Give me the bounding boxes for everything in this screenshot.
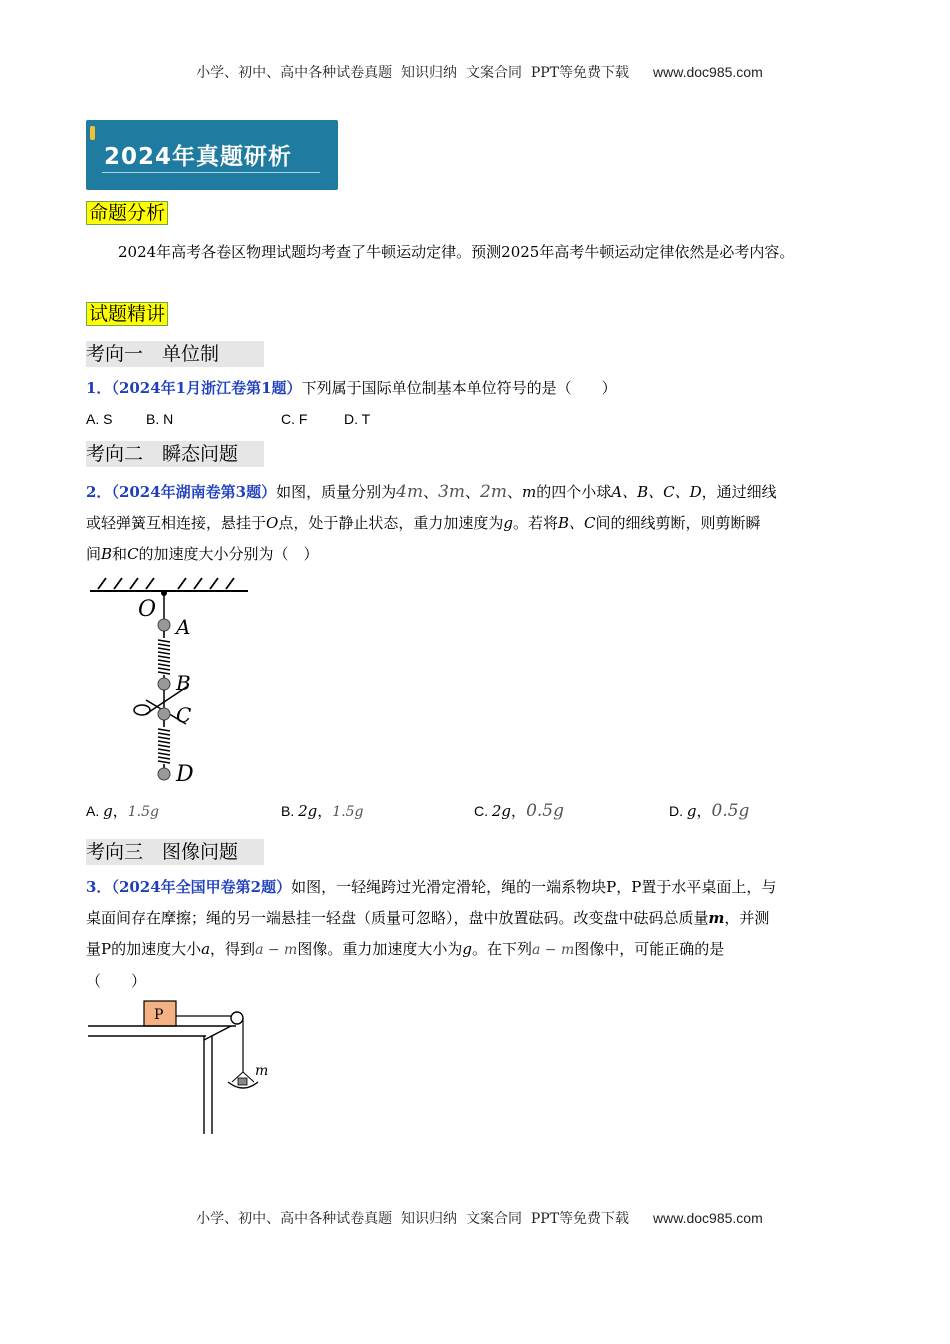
banner-title: 2024年真题研析 <box>104 144 293 170</box>
q2-text: 。若将 <box>512 514 558 532</box>
question-2 <box>86 477 866 570</box>
questions-title: 试题精讲 <box>86 302 168 326</box>
q3-line-4: （ ） <box>86 972 147 990</box>
q2-text: 间 <box>86 545 102 563</box>
q3-text: 桌面间存在摩擦；绳的另一端悬挂一轻盘（质量可忽略），盘中放置砝码。改变盘中砝码总质量 <box>86 909 709 927</box>
opt-letter: A. <box>86 803 104 819</box>
label-o: O <box>138 597 157 622</box>
q2-option-d[interactable] <box>669 800 749 821</box>
a-m-symbol: a − m <box>531 942 575 958</box>
opt-value-2: 0.5g <box>526 801 564 821</box>
q2-line-2 <box>86 508 866 539</box>
opt-value-2: 1.5g <box>332 804 364 820</box>
opt-value-2: 0.5g <box>711 801 750 821</box>
section-questions-heading <box>86 302 168 326</box>
label-b: B <box>176 671 191 695</box>
sep: 、 <box>506 483 522 501</box>
point-o: O <box>266 514 279 532</box>
label-a: A <box>176 615 191 639</box>
opt-comma: ， <box>696 802 712 820</box>
header-text: 小学、初中、高中各种试卷真题 知识归纳 文案合同 PPT等免费下载 <box>196 65 630 81</box>
mass-2m: 2m <box>480 482 507 502</box>
analysis-paragraph: 2024年高考各卷区物理试题均考查了牛顿运动定律。预测2025年高考牛顿运动定律依然是必考内容。 <box>118 243 795 261</box>
footer-url[interactable]: www.doc985.com <box>653 1210 763 1226</box>
q2-text: 和 <box>112 545 128 563</box>
opt-comma: ， <box>317 802 333 820</box>
q1-option-d[interactable]: D. T <box>344 411 371 427</box>
opt-value-1: 2g <box>298 802 318 820</box>
topic-3-heading: 考向三 图像问题 <box>86 839 264 865</box>
q2-option-a[interactable] <box>86 800 159 821</box>
symbol-g: g <box>503 514 513 532</box>
q1-text: 下列属于国际单位制基本单位符号的是（ ） <box>301 379 617 397</box>
q2-text: 或轻弹簧互相连接，悬挂于 <box>86 514 267 532</box>
q3-line-3 <box>86 934 866 966</box>
opt-comma: ， <box>511 802 527 820</box>
q3-text: 图像中，可能正确的是 <box>574 940 725 958</box>
q1-option-c[interactable]: C. F <box>281 411 308 427</box>
mass-3m: 3m <box>438 482 466 502</box>
label-c: C <box>176 703 192 727</box>
symbol-m: m <box>708 909 725 927</box>
banner-underline <box>102 172 320 173</box>
q3-text: 。在下列 <box>471 940 532 958</box>
q3-text: ，得到 <box>210 940 256 958</box>
balls-bc: B、C <box>557 514 596 532</box>
q3-text: ，并测 <box>724 909 770 927</box>
mass-m-label: m <box>255 1063 269 1079</box>
opt-value-2: 1.5g <box>127 804 159 820</box>
q2-number: 2． <box>86 483 112 501</box>
opt-value-1: 2g <box>491 802 512 820</box>
mass-4m: 4m <box>396 482 424 502</box>
q1-number: 1． <box>86 379 112 397</box>
q3-number: 3． <box>86 878 112 896</box>
q3-text: 如图，一轻绳跨过光滑定滑轮，绳的一端系物块P，P置于水平桌面上，与 <box>291 878 777 896</box>
q2-line-1 <box>86 477 866 508</box>
q2-text: 间的细线剪断，则剪断瞬 <box>595 514 761 532</box>
q1-option-b[interactable]: B. N <box>146 411 174 427</box>
topic-2-heading: 考向二 瞬态问题 <box>86 441 264 467</box>
a-m-symbol: a − m <box>255 942 298 958</box>
question-3 <box>86 872 866 997</box>
opt-letter: B. <box>281 803 299 819</box>
sep: 、 <box>423 483 439 501</box>
q2-text: 的四个小球 <box>536 483 612 501</box>
topic-1-heading: 考向一 单位制 <box>86 341 264 367</box>
symbol-g: g <box>462 940 472 958</box>
q1-source: （2024年1月浙江卷第1题） <box>111 379 302 397</box>
ball-names: A、B、C、D <box>611 483 702 501</box>
opt-value-1: g <box>103 802 113 820</box>
header-url[interactable]: www.doc985.com <box>653 64 763 80</box>
opt-letter: D. <box>669 803 687 819</box>
symbol-a: a <box>201 940 211 958</box>
q3-text: 量P的加速度大小 <box>86 940 202 958</box>
q2-text: 的加速度大小分别为（ ） <box>138 545 319 563</box>
spring-ball-figure <box>88 574 258 790</box>
analysis-title: 命题分析 <box>86 201 168 225</box>
sep: 、 <box>465 483 481 501</box>
q2-option-b[interactable] <box>281 800 364 821</box>
section-banner <box>86 120 338 190</box>
q3-line-1 <box>86 872 866 903</box>
q3-source: （2024年全国甲卷第2题） <box>111 878 292 896</box>
mass-m: m <box>522 483 537 501</box>
footer-text: 小学、初中、高中各种试卷真题 知识归纳 文案合同 PPT等免费下载 <box>196 1211 630 1227</box>
q3-text: 图像。重力加速度大小为 <box>297 940 463 958</box>
opt-comma: ， <box>112 802 128 820</box>
q3-line-2 <box>86 903 866 934</box>
q1-option-a[interactable]: A. S <box>86 411 113 427</box>
q2-text: ，通过细线 <box>701 483 777 501</box>
table-pulley-figure <box>86 998 276 1138</box>
ball-c: C <box>127 545 139 563</box>
opt-letter: C. <box>474 803 492 819</box>
block-p-label: P <box>154 1007 164 1023</box>
q2-text: 点，处于静止状态，重力加速度为 <box>278 514 504 532</box>
banner-accent <box>90 126 95 140</box>
section-analysis-heading <box>86 201 168 225</box>
q2-text: 如图，质量分别为 <box>276 483 397 501</box>
question-1 <box>86 373 866 404</box>
q2-source: （2024年湖南卷第3题） <box>111 483 277 501</box>
opt-value-1: g <box>686 802 697 820</box>
label-d: D <box>176 762 194 787</box>
page-footer <box>0 1192 950 1228</box>
page-header <box>0 46 950 82</box>
q2-option-c[interactable] <box>474 800 564 821</box>
q2-line-3 <box>86 539 866 570</box>
ball-b: B <box>101 545 113 563</box>
